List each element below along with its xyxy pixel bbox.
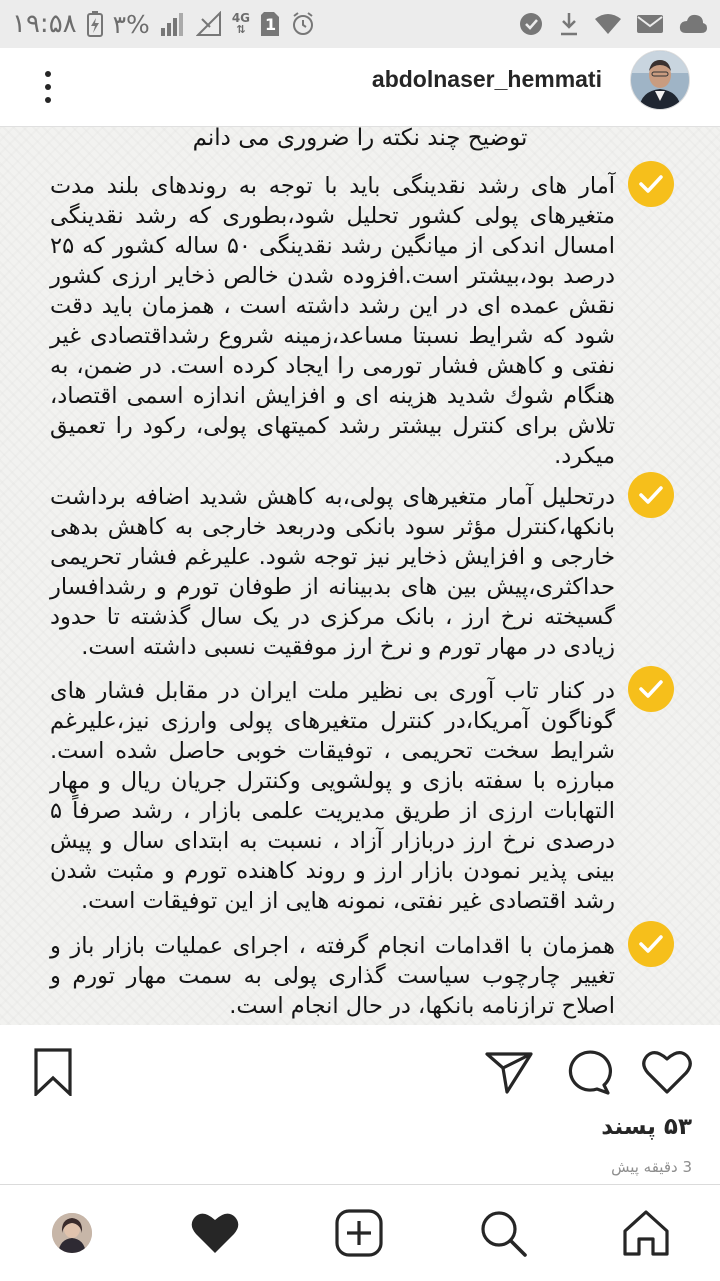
- post-username[interactable]: abdolnaser_hemmati: [371, 66, 602, 92]
- post-timestamp: 3 دقیقه پیش: [611, 1158, 692, 1176]
- download-icon: [558, 11, 580, 37]
- search-icon[interactable]: [477, 1207, 529, 1259]
- like-count[interactable]: ۵۳ پسند: [601, 1114, 692, 1140]
- check-badge-icon: [628, 666, 674, 712]
- clock: ۱۹:۵۸: [12, 9, 77, 39]
- check-badge-icon: [628, 161, 674, 207]
- post-image[interactable]: [0, 126, 720, 1026]
- bookmark-icon[interactable]: [28, 1047, 78, 1097]
- post-header: [0, 48, 720, 126]
- more-options-icon[interactable]: [32, 60, 64, 114]
- post-paragraph-2: درتحلیل آمار متغیرهای پولی،به کاهش شدید اضافه برداشت بانکها،کنترل مؤثر سود بانکی ودربعد خارجی به کاهش بدهی خارجی و افزایش ذخایر نیز توجه شود. علیرغم فشار تحریمی حداکثری،پیش بین های بدبینانه از طوفان تورم و رشدافسار گسیخته نرخ ارز ، بانک مرکزی در یک سال گذشته تا حدود زیادی در مهار تورم و نرخ ارز موفقیت نسبی داشته است.: [50, 484, 615, 660]
- post-paragraph-4: همزمان با اقدامات انجام گرفته ، اجرای عملیات بازار باز و تغییر چارچوب سیاست گذاری پولی به سمت مهار تورم و اصلاح ترازنامه بانکها، در حال انجام است.: [50, 933, 615, 1019]
- cloud-icon: [678, 13, 708, 35]
- sim-icon: 1: [260, 11, 291, 37]
- 4g-icon: 4G ⇅: [231, 11, 251, 36]
- check-badge-icon: [628, 472, 674, 518]
- signal-icon: [160, 12, 186, 36]
- wifi-icon: [594, 13, 622, 35]
- profile-avatar[interactable]: [46, 1207, 98, 1259]
- bottom-nav: [0, 1184, 720, 1281]
- post-actions: [0, 1025, 720, 1120]
- no-signal-icon: [196, 11, 222, 37]
- like-icon[interactable]: [642, 1047, 692, 1097]
- new-post-icon[interactable]: [333, 1207, 385, 1259]
- post-paragraph-3: در کنار تاب آوری بی نظیر ملت ایران در مقابل فشار های گوناگون آمریکا،در کنترل متغیرهای پولی وارزی نیز،علیرغم شرایط سخت تحریمی ، توفیقات خوبی حاصل شده است. مبارزه با سفته بازی و پولشویی وکنترل جریان ریال و مهار التهابات ارزی از طریق مدیریت علمی بازار ، رشد صرفاً ۵ درصدی نرخ ارز دربازار آزاد ، نسبت به ابتدای سال و پیش بینی پذیر نمودن بازار ارز و روند کاهنده تورم و مثبت شدن رشد اقتصادی غیر نفتی، نمونه هایی از این توفیقات است.: [50, 678, 615, 914]
- alarm-icon: [291, 12, 315, 36]
- battery-charging-icon: [87, 11, 103, 37]
- author-avatar[interactable]: [630, 50, 690, 110]
- activity-heart-icon[interactable]: [189, 1207, 241, 1259]
- battery-percent: ۳%: [112, 9, 150, 39]
- post-paragraph-1: آمار های رشد نقدینگی باید با توجه به روندهای بلند مدت متغیرهای پولی کشور تحلیل شود،بطوری که رشد نقدینگی امسال اندکی از میانگین رشد نقدینگی ۵۰ ساله کشور که ۲۵ درصد بود،بیشتر است.افزوده شدن خالص ذخایر ارزی کشور نقش عمده ای در این رشد داشته است ، همزمان باید دقت شود که شرایط نسبتا مساعد،زمینه شروع رشداقتصادی غیر نفتی و کاهش فشار تورمی را ایجاد کرده است. در ضمن، به هنگام شوك شدید هزینه ای و افزایش اندازه اسمی اقتصاد، تلاش برای کنترل بیشتر رشد کمیتهای پولی، رکود را تعمیق میکرد.: [50, 173, 615, 469]
- share-icon[interactable]: [484, 1047, 534, 1097]
- data-saver-icon: [518, 11, 544, 37]
- post-intro: توضیح چند نکته را ضروری می دانم: [192, 126, 528, 151]
- home-icon[interactable]: [620, 1207, 672, 1259]
- status-bar: [0, 0, 720, 48]
- comment-icon[interactable]: [563, 1047, 613, 1097]
- check-badge-icon: [628, 921, 674, 967]
- mail-icon: [636, 13, 664, 35]
